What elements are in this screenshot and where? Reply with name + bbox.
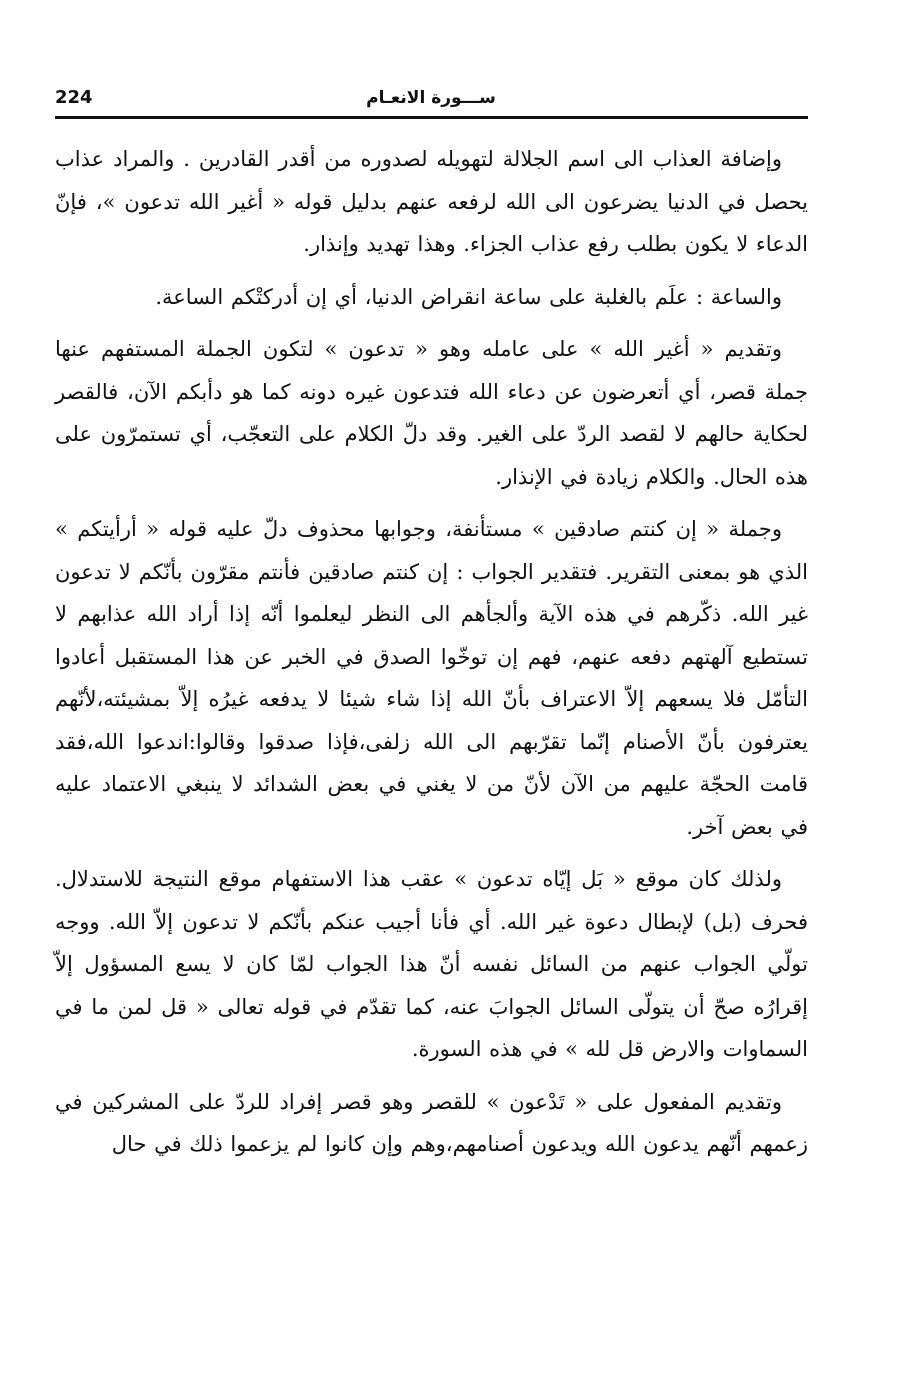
- running-title: ســـورة الانعـام: [366, 88, 496, 108]
- paragraph: وتقديم المفعول على « تَدْعون » للقصر وهو قصر إفراد للردّ على المشركين في زعمهم أنّهم يدعون الله ويدعون أصنامهم،وهم وإن كانوا لم يزعموا ذلك في حال: [55, 1089, 808, 1156]
- paragraph: ولذلك كان موقع « بَل إيّاه تدعون » عقب هذا الاستفهام موقع النتيجة للاستدلال. فحرف (بل) لإبطال دعوة غير الله. أي فأنا أجيب عنكم بأنّكم لا تدعون إلاّ الله. ووجه تولّي الجواب عنهم من السائل نفسه أنّ هذا الجواب لمّا كان لا يسع المسؤول إلاّ إقرارُه صحّ أن يتولّى السائل الجوابَ عنه، كما تقدّم في قوله تعالى « قل لمن ما في السماوات والارض قل لله » في هذه السورة.: [55, 867, 808, 1061]
- paragraph: وإضافة العذاب الى اسم الجلالة لتهويله لصدوره من أقدر القادرين . والمراد عذاب يحصل في الدنيا يضرعون الى الله لرفعه عنهم بدليل قوله « أغير الله تدعون »، فإنّ الدعاء لا يكون بطلب رفع عذاب الجزاء. وهذا تهديد وإنذار.: [55, 147, 808, 256]
- page-header: [55, 86, 808, 114]
- paragraph: وتقديم « أغير الله » على عامله وهو « تدعون » لتكون الجملة المستفهم عنها جملة قصر، أي أتعرضون عن دعاء الله فتدعون غيره دونه كما هو دأبكم الآن، فالقصر لحكاية حالهم لا لقصد الردّ على الغير. وقد دلّ الكلام على التعجّب، أي تستمرّون على هذه الحال. والكلام زيادة في الإنذار.: [55, 337, 808, 489]
- paragraph: والساعة : علَم بالغلبة على ساعة انقراض الدنيا، أي إن أدركتْكم الساعة.: [155, 284, 782, 309]
- header-rule: [55, 116, 808, 119]
- paragraph: وجملة « إن كنتم صادقين » مستأنفة، وجوابها محذوف دلّ عليه قوله « أرأيتكم » الذي هو بمعنى التقرير. فتقدير الجواب : إن كنتم صادقين فأنتم مقرّون بأنّكم لا تدعون غير الله. ذكّرهم في هذه الآية وألجأهم الى النظر ليعلموا أنّه إذا أراد الله عذابهم لا تستطيع آلهتهم دفعه عنهم، فهم إن توخّوا الصدق في الخبر عن هذا المستقبل أعادوا التأمّل فلا يسعهم إلاّ الاعتراف بأنّ الله إذا شاء شيئا لا يدفعه غيرُه إلاّ بمشيئته،لأنّهم يعترفون بأنّ الأصنام إنّما تقرّبهم الى الله زلفى،فإذا صدقوا وقالوا:اندعوا الله،فقد قامت الحجّة عليهم من الآن لأنّ من لا يغني في بعض الشدائد لا ينبغي الاعتماد عليه في بعض آخر.: [55, 517, 809, 839]
- page-number: 224: [55, 87, 93, 108]
- body-text: [55, 138, 808, 1176]
